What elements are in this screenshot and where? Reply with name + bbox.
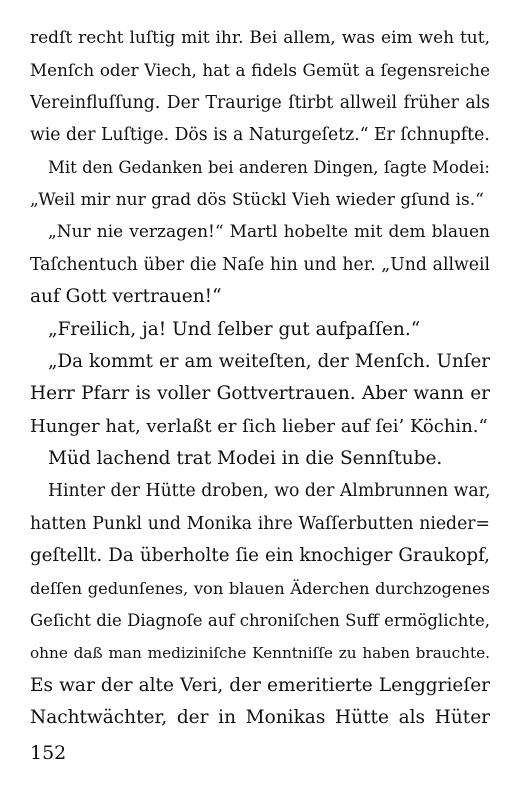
text-line: „Weil mir nur grad dös Stückl Vieh wieder gſund is.“: [30, 189, 484, 210]
text-line: redſt recht luſtig mit ihr. Bei allem, was eim weh tut,: [30, 28, 490, 48]
body-text: [30, 22, 490, 735]
text-line: Hinter der Hütte droben, wo der Almbrunnen war,: [48, 481, 490, 502]
text-line: Herr Pfarr is voller Gottvertrauen. Aber wann er: [30, 383, 490, 405]
text-line: deſſen gedunſenes, von blauen Äderchen durchzogenes: [30, 578, 490, 598]
text-line: auf Gott vertrauen!“: [30, 286, 222, 308]
text-line: Es war der alte Veri, der emeritierte Lenggrieſer: [30, 674, 490, 696]
text-line: ohne daß man mediziniſche Kenntniſſe zu haben brauchte.: [30, 644, 490, 663]
text-line: wie der Luſtige. Dös is a Naturgeſetz.“ Er ſchnupfte.: [30, 125, 490, 146]
text-line: Hunger hat, verlaßt er ſich lieber auf ſei’ Köchin.“: [30, 415, 488, 437]
text-line: Menſch oder Viech, hat a fidels Gemüt a ſegensreiche: [30, 60, 490, 81]
text-line: Müd lachend trat Modei in die Sennſtube.: [48, 448, 443, 470]
text-line: hatten Punkl und Monika ihre Waſſerbutten nieder=: [30, 513, 490, 534]
text-line: „Da kommt er am weiteſten, der Menſch. Unſer: [48, 350, 490, 372]
text-line: Mit den Gedanken bei anderen Dingen, ſagte Modei:: [48, 157, 490, 177]
text-line: Vereinfluſſung. Der Traurige ſtirbt allweil früher als: [30, 92, 490, 113]
text-line: Nachtwächter, der in Monikas Hütte als Hüter: [30, 707, 490, 729]
text-line: „Freilich, ja! Und ſelber gut aufpaſſen.“: [48, 318, 421, 340]
text-line: „Nur nie verzagen!“ Martl hobelte mit dem blauen: [48, 222, 490, 243]
text-line: Taſchentuch über die Naſe hin und her. „Und allweil: [30, 254, 490, 275]
page-number: 152: [30, 742, 67, 764]
text-line: Geſicht die Diagnoſe auf chroniſchen Suff ermöglichte,: [30, 611, 490, 631]
text-line: geſtellt. Da überholte ſie ein knochiger Graukopf,: [30, 545, 490, 567]
